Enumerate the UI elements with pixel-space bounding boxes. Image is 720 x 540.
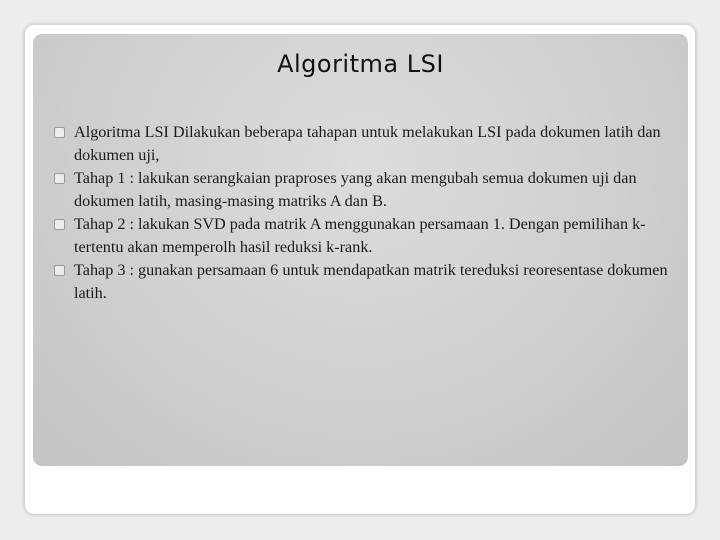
bullet-item: [54, 213, 694, 259]
bullet-list: [54, 121, 694, 305]
bullet-text: Algoritma LSI Dilakukan beberapa tahapan untuk melakukan LSI pada dokumen latih dan dokumen uji,: [74, 123, 661, 164]
bullet-item: [54, 121, 694, 167]
square-bullet-icon: [54, 127, 65, 138]
square-bullet-icon: [54, 173, 65, 184]
bullet-text: Tahap 3 : gunakan persamaan 6 untuk mendapatkan matrik tereduksi reoresentase dokumen latih.: [74, 261, 668, 302]
bullet-item: [54, 259, 694, 305]
bullet-item: [54, 167, 694, 213]
slide-title: Algoritma LSI: [277, 50, 444, 78]
square-bullet-icon: [54, 219, 65, 230]
bullet-text: Tahap 1 : lakukan serangkaian praproses yang akan mengubah semua dokumen uji dan dokumen latih, masing-masing matriks A dan B.: [74, 169, 637, 210]
square-bullet-icon: [54, 265, 65, 276]
bullet-text: Tahap 2 : lakukan SVD pada matrik A menggunakan persamaan 1. Dengan pemilihan k-tertentu akan memperolh hasil reduksi k-rank.: [74, 215, 646, 256]
